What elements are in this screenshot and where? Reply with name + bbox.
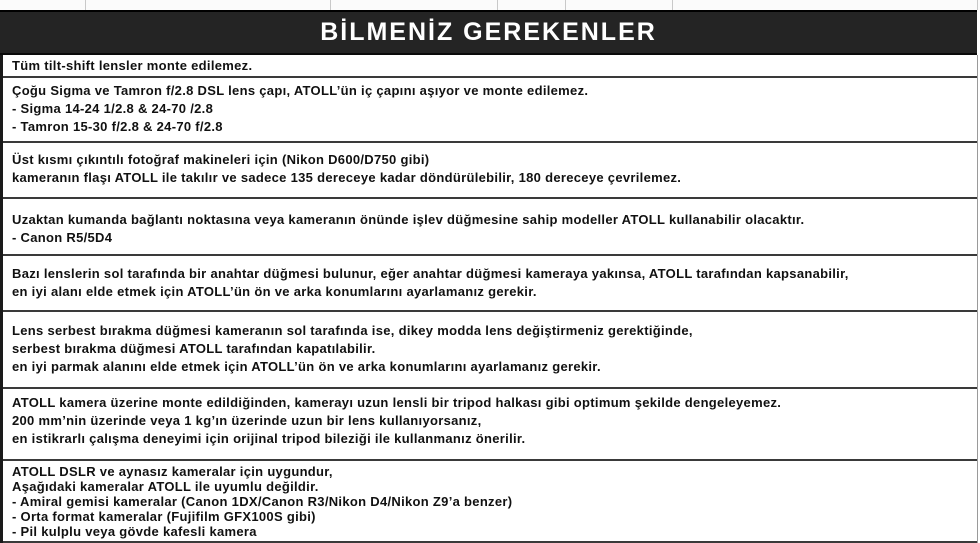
info-line: en iyi parmak alanını elde etmek için ATOLL’ün ön ve arka konumlarını ayarlamanız gerekir. (12, 359, 601, 374)
info-line: 200 mm’nin üzerinde veya 1 kg’ın üzerinde uzun bir lens kullanıyorsanız, (12, 413, 482, 428)
info-line: - Orta format kameralar (Fujifilm GFX100S gibi) (12, 509, 316, 524)
info-section-switch-button (3, 256, 977, 312)
info-line: en iyi alanı elde etmek için ATOLL’ün ön ve arka konumlarını ayarlamanız gerekir. (12, 284, 537, 299)
info-line: Üst kısmı çıkıntılı fotoğraf makineleri için (Nikon D600/D750 gibi) (12, 152, 430, 167)
column-tick-line (977, 0, 978, 10)
info-line: Bazı lenslerin sol tarafında bir anahtar düğmesi bulunur, eğer anahtar düğmesi kameraya yakınsa, ATOLL tarafından kapsanabilir, (12, 266, 849, 281)
info-line: ATOLL kamera üzerine monte edildiğinden, kamerayı uzun lensli bir tripod halkası gibi optimum şekilde dengeleyemez. (12, 395, 782, 410)
column-tick-line (85, 0, 86, 10)
spreadsheet-column-edge-strip (0, 0, 980, 10)
info-line: Tüm tilt-shift lensler monte edilemez. (12, 58, 253, 73)
column-tick-line (330, 0, 331, 10)
info-line: Çoğu Sigma ve Tamron f/2.8 DSL lens çapı, ATOLL’ün iç çapını aşıyor ve monte edilemez. (12, 83, 589, 98)
header-banner (0, 10, 977, 55)
column-tick-line (497, 0, 498, 10)
info-line: Aşağıdaki kameralar ATOLL ile uyumlu değildir. (12, 479, 319, 494)
info-line: Uzaktan kumanda bağlantı noktasına veya kameranın önünde işlev düğmesine sahip modeller ATOLL kullanabilir olacaktır. (12, 212, 805, 227)
info-line: kameranın flaşı ATOLL ile takılır ve sadece 135 dereceye kadar döndürülebilir, 180 dereceye çevrilemez. (12, 170, 682, 185)
info-line: ATOLL DSLR ve aynasız kameralar için uygundur, (12, 464, 333, 479)
info-line: Lens serbest bırakma düğmesi kameranın sol tarafında ise, dikey modda lens değiştirmeniz gerektiğinde, (12, 323, 693, 338)
info-line: en istikrarlı çalışma deneyimi için orijinal tripod bileziği ile kullanmanız önerilir. (12, 431, 526, 446)
info-line: - Amiral gemisi kameralar (Canon 1DX/Canon R3/Nikon D4/Nikon Z9’a benzer) (12, 494, 513, 509)
info-line: - Sigma 14-24 1/2.8 & 24-70 /2.8 (12, 101, 214, 116)
info-table (0, 55, 978, 543)
info-section-flash-rotation (3, 143, 977, 199)
column-tick-line (565, 0, 566, 10)
info-line: - Tamron 15-30 f/2.8 & 24-70 f/2.8 (12, 119, 223, 134)
page-title: BİLMENİZ GEREKENLER (320, 18, 657, 46)
column-tick-line (672, 0, 673, 10)
info-line: serbest bırakma düğmesi ATOLL tarafından kapatılabilir. (12, 341, 376, 356)
info-section-tripod-balance (3, 389, 977, 461)
info-section-sigma-tamron (3, 78, 977, 143)
info-section-compatibility (3, 461, 977, 543)
info-section-tilt-shift (3, 55, 977, 78)
info-line: - Pil kulplu veya gövde kafesli kamera (12, 524, 257, 539)
info-line: - Canon R5/5D4 (12, 230, 113, 245)
info-section-remote-port (3, 199, 977, 256)
info-section-lens-release (3, 312, 977, 389)
